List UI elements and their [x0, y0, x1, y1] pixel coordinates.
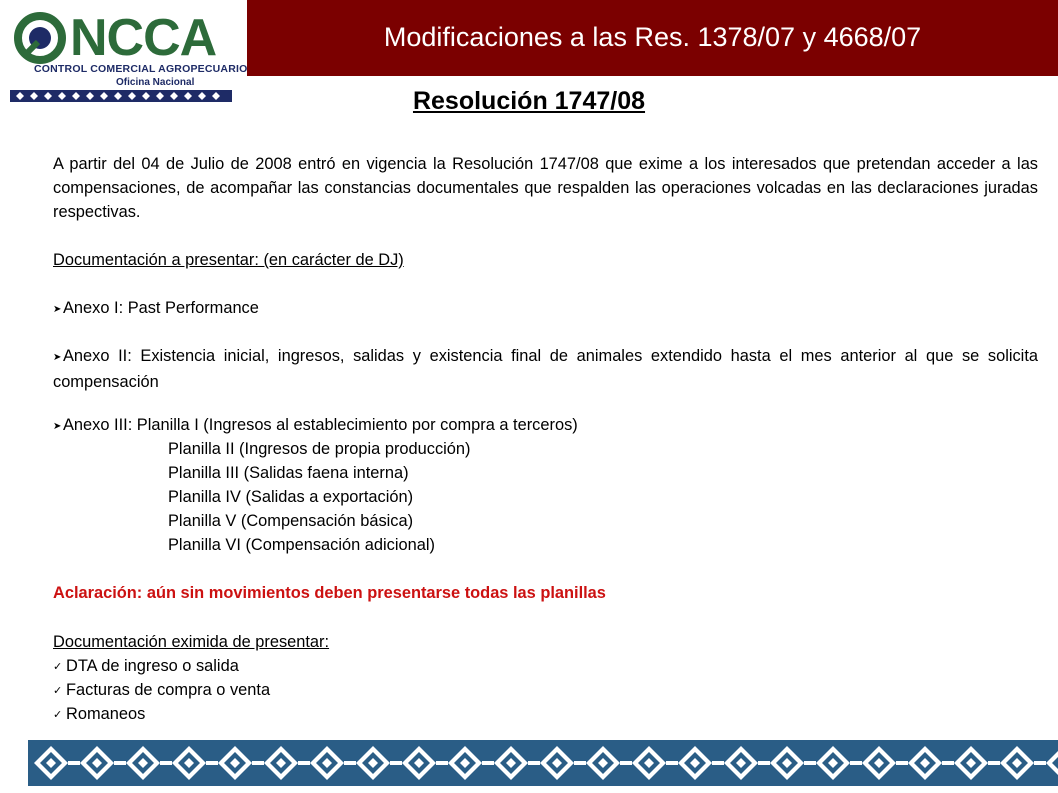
logo-subtitle: CONTROL COMERCIAL AGROPECUARIO: [34, 63, 248, 75]
header-bar: [247, 0, 1058, 76]
planilla-item: Planilla VI (Compensación adicional): [168, 536, 435, 554]
exempt-item: [53, 678, 1038, 703]
exempt-item-text: Facturas de compra o venta: [66, 681, 271, 699]
logo-mark-icon: [14, 12, 66, 64]
footer-pattern-band: [28, 740, 1058, 786]
docs-heading-text: Documentación a presentar: (en carácter de DJ): [53, 251, 404, 269]
exempt-heading: [53, 630, 1038, 654]
planilla-item: Planilla V (Compensación básica): [168, 512, 414, 530]
header-title: Modificaciones a las Res. 1378/07 y 4668/07: [383, 22, 922, 52]
annex-1-text: Anexo I: Past Performance: [63, 299, 259, 317]
planilla-item: Planilla III (Salidas faena interna): [168, 464, 409, 482]
exempt-item: [53, 702, 1038, 727]
planilla-item: Planilla IV (Salidas a exportación): [168, 488, 414, 506]
logo-office: Oficina Nacional: [116, 77, 195, 88]
annex-2-item: [53, 344, 1038, 394]
main-title: [0, 86, 1058, 116]
annex-1-item: [53, 296, 1038, 322]
annex-3-text: Anexo III: Planilla I (Ingresos al establecimiento por compra a terceros): [63, 416, 578, 434]
exempt-item-text: DTA de ingreso o salida: [66, 657, 239, 675]
annex-2-text: Anexo II: Existencia inicial, ingresos, salidas y existencia final de animales extendido hasta el mes anterior al que se solicita compensación: [53, 347, 1038, 391]
check-icon: ✓: [53, 709, 63, 721]
planilla-item: Planilla II (Ingresos de propia producción): [168, 440, 471, 458]
exempt-heading-text: Documentación eximida de presentar:: [53, 633, 330, 651]
clarification-note: Aclaración: aún sin movimientos deben presentarse todas las planillas: [53, 584, 606, 602]
check-icon: ✓: [53, 685, 63, 697]
exempt-item-text: Romaneos: [66, 705, 146, 723]
arrow-bullet-icon: ➤: [53, 421, 62, 432]
main-title-text: Resolución 1747/08: [412, 87, 646, 115]
check-icon: ✓: [53, 661, 63, 673]
logo-wordmark: NCCA: [70, 9, 217, 67]
arrow-bullet-icon: ➤: [53, 304, 62, 315]
arrow-bullet-icon: ➤: [53, 352, 62, 363]
exempt-item: [53, 654, 1038, 679]
intro-paragraph: A partir del 04 de Julio de 2008 entró en vigencia la Resolución 1747/08 que exime a los interesados que pretendan acceder a las compensaciones, de acompañar las constancias documentales que respalden las operaciones volcadas en las declaraciones juradas respectivas.: [53, 155, 1038, 221]
docs-heading: [53, 248, 1038, 272]
annex-3-item: [53, 413, 1038, 439]
